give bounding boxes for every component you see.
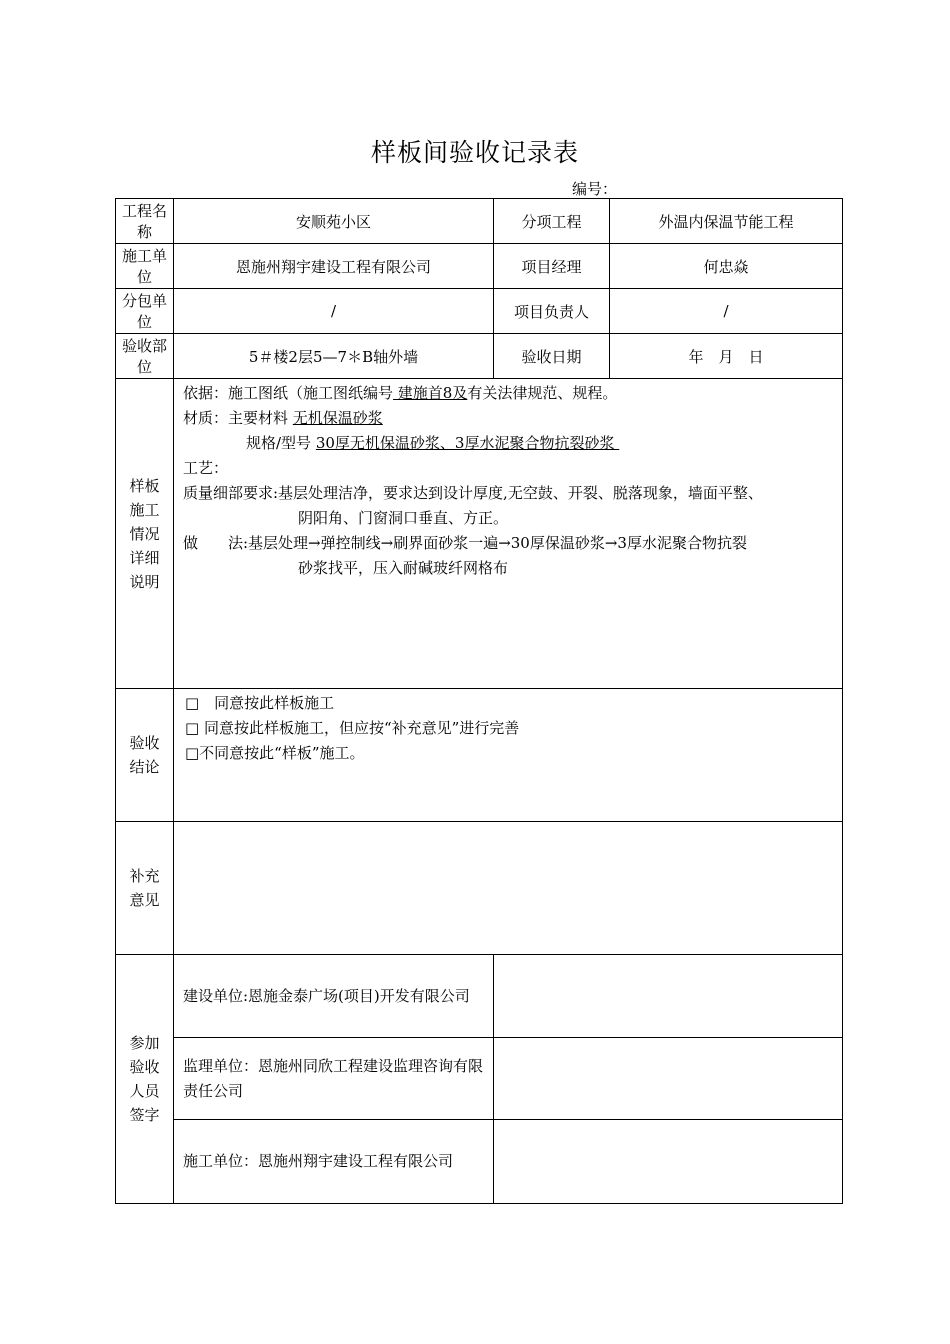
subcontractor-label: 分包单位 <box>116 289 174 334</box>
material-value: 无机保温砂浆 <box>292 409 383 427</box>
owner-signature-unit: 建设单位:恩施金泰广场(项目)开发有限公司 <box>174 955 494 1038</box>
sub-item-label: 分项工程 <box>494 199 610 244</box>
project-manager-value: 何忠焱 <box>610 244 843 289</box>
acceptance-record-table <box>115 198 843 1204</box>
document-number-label: 编号： <box>572 180 618 198</box>
subcontractor-value: / <box>174 289 494 334</box>
quality-line-2: 阴阳角、门窗洞口垂直、方正。 <box>298 509 509 527</box>
location-label: 验收部位 <box>116 334 174 379</box>
sub-item-value: 外温内保温节能工程 <box>610 199 843 244</box>
quality-line-1: 质量细部要求:基层处理洁净，要求达到设计厚度,无空鼓、开裂、脱落现象，墙面平整、 <box>183 484 763 502</box>
conclusion-label: 验收 结论 <box>116 689 174 822</box>
detail-section-content <box>174 379 843 689</box>
agree-checkbox-option[interactable]: □ 同意按此样板施工 <box>185 694 335 712</box>
supervisor-signature-unit: 监理单位：恩施州同欣工程建设监理咨询有限责任公司 <box>174 1038 494 1120</box>
project-name-value: 安顺苑小区 <box>174 199 494 244</box>
material-line: 材质：主要材料 无机保温砂浆 <box>183 409 383 427</box>
acceptance-date-label: 验收日期 <box>494 334 610 379</box>
project-manager-label: 项目经理 <box>494 244 610 289</box>
supplement-label: 补充 意见 <box>116 822 174 955</box>
supplement-field[interactable] <box>174 822 843 955</box>
basis-line: 依据：施工图纸（施工图纸编号 建施首8及有关法律规范、规程。 <box>183 384 618 402</box>
detail-section-label: 样板 施工 情况 详细 说明 <box>116 379 174 689</box>
project-lead-label: 项目负责人 <box>494 289 610 334</box>
agree-with-changes-checkbox-option[interactable]: □ 同意按此样板施工，但应按“补充意见”进行完善 <box>185 719 520 737</box>
drawing-number: 建施首8及 <box>393 384 468 402</box>
project-lead-value: / <box>610 289 843 334</box>
spec-value: 30厚无机保温砂浆、3厚水泥聚合物抗裂砂浆 <box>315 434 620 452</box>
location-value: 5＃楼2层5—7＊B轴外墙 <box>174 334 494 379</box>
signatures-label: 参加 验收 人员 签字 <box>116 955 174 1204</box>
contractor-signature-unit: 施工单位：恩施州翔宇建设工程有限公司 <box>174 1120 494 1204</box>
spec-line: 规格/型号 30厚无机保温砂浆、3厚水泥聚合物抗裂砂浆 <box>246 434 620 452</box>
method-line-1: 做 法:基层处理→弹控制线→刷界面砂浆一遍→30厚保温砂浆→3厚水泥聚合物抗裂 <box>183 534 747 552</box>
conclusion-options <box>174 689 843 822</box>
document-title: 样板间验收记录表 <box>370 138 579 167</box>
contractor-signature-field[interactable] <box>494 1120 843 1204</box>
contractor-label: 施工单位 <box>116 244 174 289</box>
disagree-checkbox-option[interactable]: □不同意按此“样板”施工。 <box>185 744 365 762</box>
supervisor-signature-field[interactable] <box>494 1038 843 1120</box>
method-line-2: 砂浆找平，压入耐碱玻纤网格布 <box>298 559 509 577</box>
owner-signature-field[interactable] <box>494 955 843 1038</box>
project-name-label: 工程名称 <box>116 199 174 244</box>
acceptance-date-value: 年 月 日 <box>610 334 843 379</box>
contractor-value: 恩施州翔宇建设工程有限公司 <box>174 244 494 289</box>
process-label: 工艺： <box>183 459 229 477</box>
